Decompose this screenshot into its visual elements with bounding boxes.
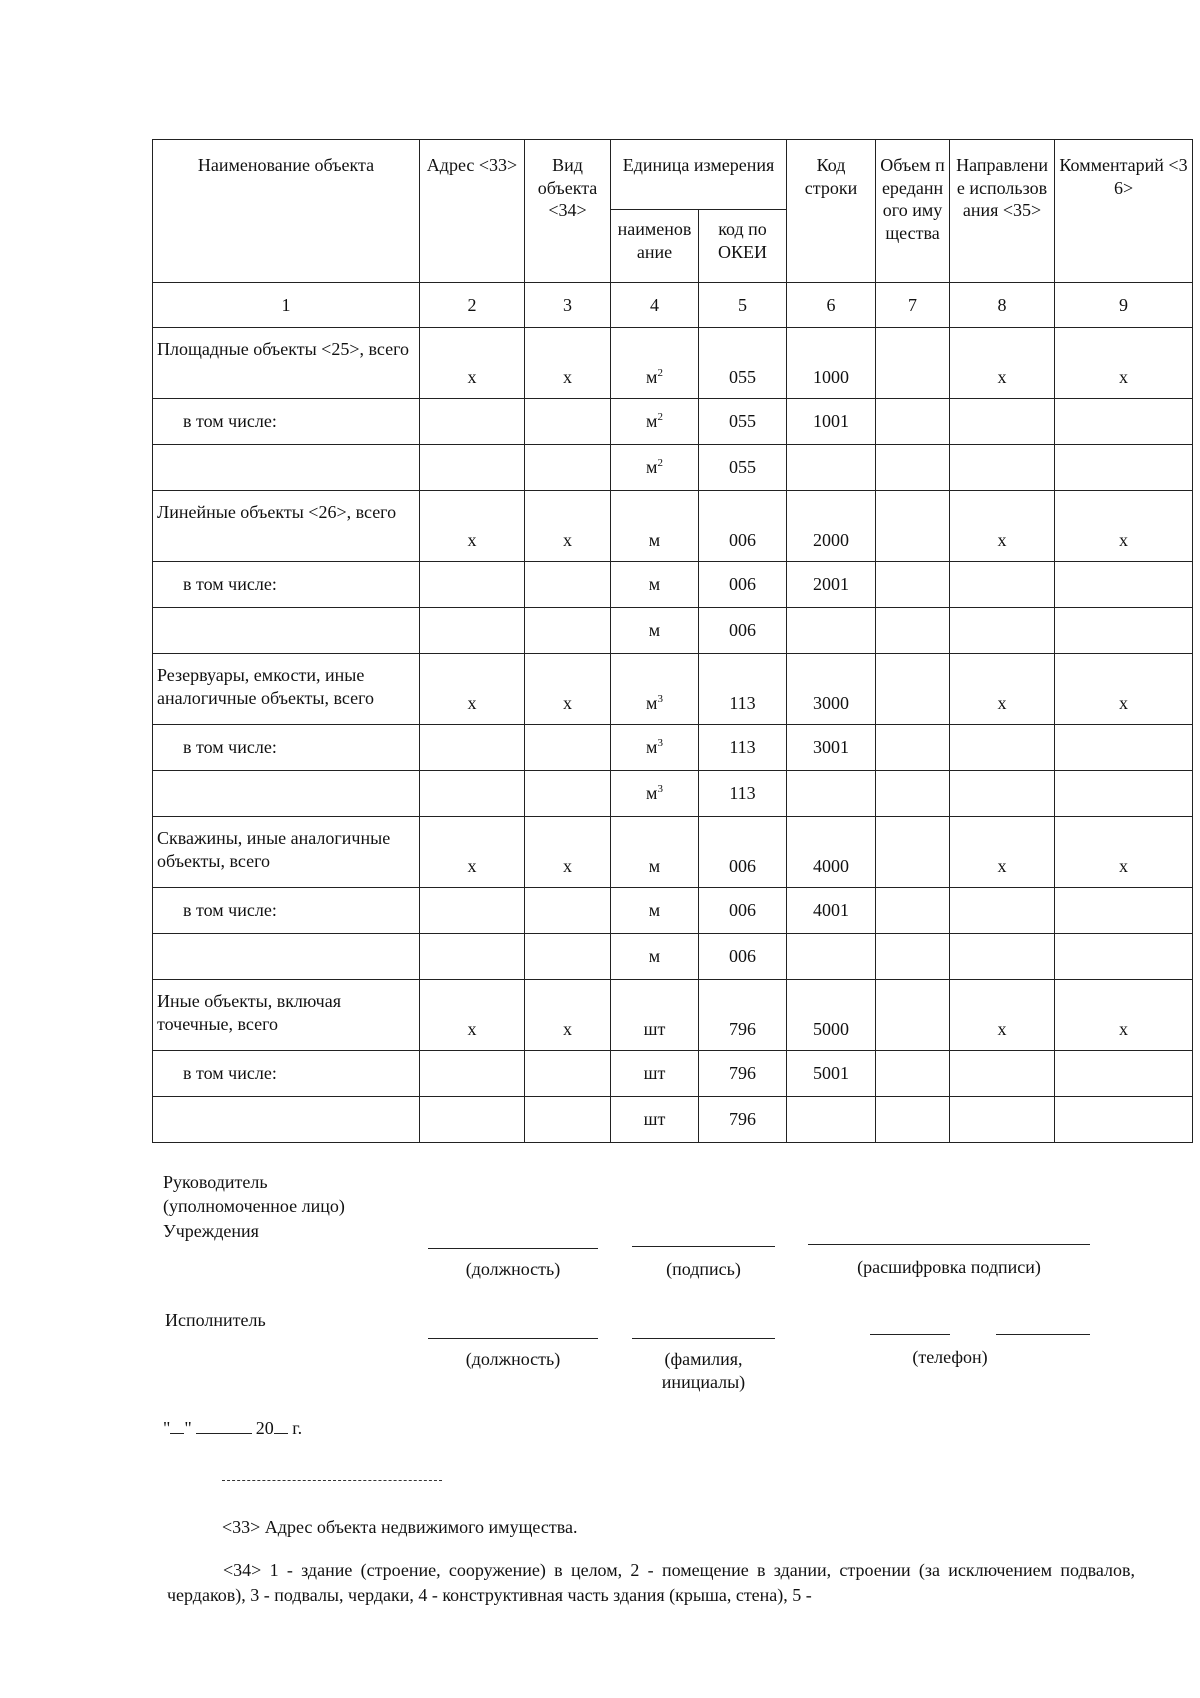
kind-cell[interactable] bbox=[525, 562, 611, 608]
okei-code-cell: 796 bbox=[699, 980, 787, 1051]
column-number: 4 bbox=[611, 283, 699, 328]
comment-cell[interactable] bbox=[1055, 888, 1193, 934]
row-code-cell[interactable] bbox=[787, 771, 876, 817]
object-name: Резервуары, емкости, иные аналогичные объекты, всего bbox=[153, 654, 420, 725]
object-name-cell[interactable] bbox=[153, 445, 420, 491]
unit-name: м bbox=[646, 692, 658, 713]
unit-name: м bbox=[646, 737, 658, 758]
object-name-cell[interactable] bbox=[153, 771, 420, 817]
volume-cell[interactable] bbox=[876, 725, 950, 771]
unit-name: м bbox=[646, 366, 658, 387]
volume-cell[interactable] bbox=[876, 980, 950, 1051]
direction-cell: х bbox=[950, 980, 1055, 1051]
table-row-total bbox=[153, 817, 1193, 888]
okei-code-cell: 113 bbox=[699, 771, 787, 817]
unit-name-cell bbox=[611, 817, 699, 888]
comment-cell[interactable] bbox=[1055, 1051, 1193, 1097]
header-address: Адрес <33> bbox=[420, 140, 525, 283]
kind-cell: х bbox=[525, 491, 611, 562]
table-row-total bbox=[153, 654, 1193, 725]
unit-name-cell bbox=[611, 608, 699, 654]
row-code-cell[interactable] bbox=[787, 608, 876, 654]
column-number: 6 bbox=[787, 283, 876, 328]
table-row-including bbox=[153, 1051, 1193, 1097]
address-cell[interactable] bbox=[420, 934, 525, 980]
column-number: 7 bbox=[876, 283, 950, 328]
executor-name-caption-line2: инициалы) bbox=[661, 1372, 746, 1393]
object-name-cell[interactable] bbox=[153, 934, 420, 980]
volume-cell[interactable] bbox=[876, 328, 950, 399]
date-line[interactable] bbox=[163, 1418, 302, 1439]
executor-phone-line-a[interactable] bbox=[870, 1334, 950, 1335]
okei-code-cell: 006 bbox=[699, 562, 787, 608]
kind-cell[interactable] bbox=[525, 1051, 611, 1097]
table-row-blank bbox=[153, 934, 1193, 980]
executor-position-caption: (должность) bbox=[465, 1349, 561, 1369]
volume-cell[interactable] bbox=[876, 934, 950, 980]
okei-code-cell: 006 bbox=[699, 491, 787, 562]
address-cell: х bbox=[420, 980, 525, 1051]
direction-cell: х bbox=[950, 328, 1055, 399]
column-number: 9 bbox=[1055, 283, 1193, 328]
direction-cell[interactable] bbox=[950, 399, 1055, 445]
date-year-suffix: г. bbox=[292, 1418, 303, 1438]
table-row-including bbox=[153, 562, 1193, 608]
unit-name-cell bbox=[611, 771, 699, 817]
executor-name-caption bbox=[632, 1348, 775, 1395]
direction-cell[interactable] bbox=[950, 608, 1055, 654]
unit-power: 3 bbox=[657, 737, 663, 750]
volume-cell[interactable] bbox=[876, 1051, 950, 1097]
unit-name: м bbox=[648, 855, 661, 876]
unit-name-cell bbox=[611, 491, 699, 562]
date-year-blank[interactable] bbox=[274, 1433, 288, 1434]
including-label: в том числе: bbox=[153, 562, 420, 608]
direction-cell[interactable] bbox=[950, 725, 1055, 771]
okei-code-cell: 055 bbox=[699, 328, 787, 399]
unit-name: м bbox=[648, 946, 661, 967]
kind-cell: х bbox=[525, 328, 611, 399]
volume-cell[interactable] bbox=[876, 771, 950, 817]
unit-name-cell bbox=[611, 1051, 699, 1097]
row-code-cell: 2000 bbox=[787, 491, 876, 562]
kind-cell[interactable] bbox=[525, 1097, 611, 1143]
address-cell[interactable] bbox=[420, 399, 525, 445]
footnote-34: <34> 1 - здание (строение, сооружение) в целом, 2 - помещение в здании, строении (за исключением подвалов, чердаков), 3 - подвалы, чердаки, 4 - конструктивная часть здания (крыша, стена), 5 - bbox=[167, 1560, 1135, 1606]
row-code-cell: 5001 bbox=[787, 1051, 876, 1097]
comment-cell[interactable] bbox=[1055, 771, 1193, 817]
date-year-prefix: 20 bbox=[255, 1418, 274, 1438]
table-row-blank bbox=[153, 445, 1193, 491]
unit-name: м bbox=[646, 783, 658, 804]
okei-code-cell: 055 bbox=[699, 399, 787, 445]
kind-cell[interactable] bbox=[525, 725, 611, 771]
object-name: Иные объекты, включая точечные, всего bbox=[153, 980, 420, 1051]
volume-cell[interactable] bbox=[876, 491, 950, 562]
address-cell[interactable] bbox=[420, 725, 525, 771]
table-row-including bbox=[153, 399, 1193, 445]
unit-name: шт bbox=[643, 1018, 666, 1039]
comment-cell[interactable] bbox=[1055, 399, 1193, 445]
header-direction: Направление использования <35> bbox=[950, 140, 1055, 283]
unit-power: 2 bbox=[657, 457, 663, 470]
address-cell[interactable] bbox=[420, 1051, 525, 1097]
column-number: 3 bbox=[525, 283, 611, 328]
unit-name: м bbox=[648, 529, 661, 550]
address-cell[interactable] bbox=[420, 608, 525, 654]
head-position-line[interactable] bbox=[428, 1248, 598, 1249]
header-unit-group: Единица измерения bbox=[611, 140, 787, 210]
head-signature-label bbox=[163, 1170, 345, 1243]
address-cell: х bbox=[420, 817, 525, 888]
direction-cell[interactable] bbox=[950, 888, 1055, 934]
okei-code-cell: 113 bbox=[699, 654, 787, 725]
okei-code-cell: 006 bbox=[699, 817, 787, 888]
table-row-blank bbox=[153, 608, 1193, 654]
comment-cell: х bbox=[1055, 654, 1193, 725]
table-row-including bbox=[153, 725, 1193, 771]
okei-code-cell: 113 bbox=[699, 725, 787, 771]
including-label: в том числе: bbox=[153, 725, 420, 771]
head-signature-line[interactable] bbox=[632, 1246, 775, 1247]
address-cell[interactable] bbox=[420, 888, 525, 934]
okei-code-cell: 055 bbox=[699, 445, 787, 491]
address-cell[interactable] bbox=[420, 445, 525, 491]
unit-name-cell bbox=[611, 725, 699, 771]
comment-cell[interactable] bbox=[1055, 725, 1193, 771]
table-row-blank bbox=[153, 1097, 1193, 1143]
head-decoding-line[interactable] bbox=[808, 1244, 1090, 1245]
footnote-33: <33> Адрес объекта недвижимого имущества. bbox=[222, 1517, 578, 1537]
head-decoding-caption: (расшифровка подписи) bbox=[857, 1257, 1041, 1277]
address-cell[interactable] bbox=[420, 562, 525, 608]
volume-cell[interactable] bbox=[876, 654, 950, 725]
address-cell[interactable] bbox=[420, 771, 525, 817]
row-code-cell: 2001 bbox=[787, 562, 876, 608]
direction-cell[interactable] bbox=[950, 445, 1055, 491]
address-cell: х bbox=[420, 654, 525, 725]
header-kind: Вид объекта <34> bbox=[525, 140, 611, 283]
kind-cell: х bbox=[525, 980, 611, 1051]
kind-cell[interactable] bbox=[525, 608, 611, 654]
object-name: Линейные объекты <26>, всего bbox=[153, 491, 420, 562]
object-name-cell[interactable] bbox=[153, 1097, 420, 1143]
unit-name-cell bbox=[611, 980, 699, 1051]
unit-name-cell bbox=[611, 562, 699, 608]
direction-cell[interactable] bbox=[950, 1051, 1055, 1097]
comment-cell[interactable] bbox=[1055, 608, 1193, 654]
kind-cell[interactable] bbox=[525, 888, 611, 934]
table-row-total bbox=[153, 328, 1193, 399]
executor-phone-caption: (телефон) bbox=[912, 1347, 988, 1367]
unit-name: м bbox=[646, 457, 658, 478]
object-name: Скважины, иные аналогичные объекты, всего bbox=[153, 817, 420, 888]
okei-code-cell: 006 bbox=[699, 608, 787, 654]
row-code-cell: 3000 bbox=[787, 654, 876, 725]
unit-name: шт bbox=[643, 1109, 666, 1130]
comment-cell: х bbox=[1055, 817, 1193, 888]
unit-name-cell bbox=[611, 654, 699, 725]
unit-name-cell bbox=[611, 399, 699, 445]
head-label-line1: Руководитель bbox=[163, 1172, 268, 1192]
unit-power: 3 bbox=[657, 783, 663, 796]
comment-cell: х bbox=[1055, 980, 1193, 1051]
okei-code-cell: 006 bbox=[699, 888, 787, 934]
executor-label: Исполнитель bbox=[165, 1310, 266, 1330]
unit-power: 3 bbox=[657, 692, 663, 705]
unit-name-cell bbox=[611, 888, 699, 934]
unit-name-cell bbox=[611, 328, 699, 399]
including-label: в том числе: bbox=[153, 399, 420, 445]
footnote-separator bbox=[222, 1480, 442, 1481]
including-label: в том числе: bbox=[153, 1051, 420, 1097]
kind-cell[interactable] bbox=[525, 771, 611, 817]
direction-cell[interactable] bbox=[950, 1097, 1055, 1143]
executor-position-line[interactable] bbox=[428, 1338, 598, 1339]
volume-cell[interactable] bbox=[876, 399, 950, 445]
volume-cell[interactable] bbox=[876, 888, 950, 934]
comment-cell[interactable] bbox=[1055, 562, 1193, 608]
comment-cell[interactable] bbox=[1055, 1097, 1193, 1143]
head-label-line2: (уполномоченное лицо) bbox=[163, 1196, 345, 1217]
object-name: Площадные объекты <25>, всего bbox=[153, 328, 420, 399]
direction-cell[interactable] bbox=[950, 934, 1055, 980]
direction-cell: х bbox=[950, 817, 1055, 888]
kind-cell[interactable] bbox=[525, 399, 611, 445]
unit-power: 2 bbox=[657, 366, 663, 379]
head-signature-caption: (подпись) bbox=[666, 1259, 741, 1279]
direction-cell[interactable] bbox=[950, 562, 1055, 608]
address-cell: х bbox=[420, 328, 525, 399]
volume-cell[interactable] bbox=[876, 562, 950, 608]
row-code-cell[interactable] bbox=[787, 445, 876, 491]
address-cell: х bbox=[420, 491, 525, 562]
executor-name-caption-line1: (фамилия, bbox=[664, 1349, 743, 1369]
table-body bbox=[153, 328, 1193, 1143]
column-numbers-row bbox=[153, 283, 1193, 328]
unit-name: м bbox=[646, 411, 658, 432]
head-label-line3: Учреждения bbox=[163, 1220, 259, 1241]
row-code-cell: 5000 bbox=[787, 980, 876, 1051]
object-name-cell[interactable] bbox=[153, 608, 420, 654]
comment-cell[interactable] bbox=[1055, 445, 1193, 491]
comment-cell: х bbox=[1055, 328, 1193, 399]
kind-cell: х bbox=[525, 654, 611, 725]
row-code-cell[interactable] bbox=[787, 1097, 876, 1143]
table-row-total bbox=[153, 491, 1193, 562]
direction-cell: х bbox=[950, 654, 1055, 725]
address-cell[interactable] bbox=[420, 1097, 525, 1143]
date-open-quote: " bbox=[163, 1418, 171, 1438]
kind-cell[interactable] bbox=[525, 445, 611, 491]
volume-cell[interactable] bbox=[876, 445, 950, 491]
unit-name-cell bbox=[611, 445, 699, 491]
row-code-cell: 1001 bbox=[787, 399, 876, 445]
okei-code-cell: 006 bbox=[699, 934, 787, 980]
direction-cell: х bbox=[950, 491, 1055, 562]
header-comment: Комментарий <36> bbox=[1055, 140, 1193, 283]
unit-name: м bbox=[648, 574, 661, 595]
column-number: 1 bbox=[153, 283, 420, 328]
header-row-code: Код строки bbox=[787, 140, 876, 283]
row-code-cell: 3001 bbox=[787, 725, 876, 771]
unit-name: шт bbox=[643, 1063, 666, 1084]
volume-cell[interactable] bbox=[876, 1097, 950, 1143]
unit-name: м bbox=[648, 900, 661, 921]
date-day-blank[interactable] bbox=[170, 1433, 184, 1434]
unit-name: м bbox=[648, 620, 661, 641]
row-code-cell: 4000 bbox=[787, 817, 876, 888]
volume-cell[interactable] bbox=[876, 608, 950, 654]
okei-code-cell: 796 bbox=[699, 1097, 787, 1143]
volume-cell[interactable] bbox=[876, 817, 950, 888]
kind-cell: х bbox=[525, 817, 611, 888]
header-name: Наименование объекта bbox=[153, 140, 420, 283]
header-unit-code: код по ОКЕИ bbox=[699, 210, 787, 283]
property-table bbox=[152, 139, 1193, 1143]
okei-code-cell: 796 bbox=[699, 1051, 787, 1097]
date-month-blank[interactable] bbox=[196, 1433, 252, 1434]
executor-name-line[interactable] bbox=[632, 1338, 775, 1339]
row-code-cell: 4001 bbox=[787, 888, 876, 934]
table-row-blank bbox=[153, 771, 1193, 817]
column-number: 2 bbox=[420, 283, 525, 328]
header-volume: Объем переданного имущества bbox=[876, 140, 950, 283]
head-position-caption: (должность) bbox=[465, 1259, 561, 1279]
column-number: 8 bbox=[950, 283, 1055, 328]
comment-cell: х bbox=[1055, 491, 1193, 562]
unit-name-cell bbox=[611, 1097, 699, 1143]
column-number: 5 bbox=[699, 283, 787, 328]
kind-cell[interactable] bbox=[525, 934, 611, 980]
unit-name-cell bbox=[611, 934, 699, 980]
including-label: в том числе: bbox=[153, 888, 420, 934]
direction-cell[interactable] bbox=[950, 771, 1055, 817]
row-code-cell[interactable] bbox=[787, 934, 876, 980]
executor-phone-line-b[interactable] bbox=[996, 1334, 1090, 1335]
date-close-quote: " bbox=[184, 1418, 192, 1438]
table-row-total bbox=[153, 980, 1193, 1051]
header-unit-name: наименование bbox=[611, 210, 699, 283]
row-code-cell: 1000 bbox=[787, 328, 876, 399]
comment-cell[interactable] bbox=[1055, 934, 1193, 980]
table-row-including bbox=[153, 888, 1193, 934]
unit-power: 2 bbox=[657, 411, 663, 424]
